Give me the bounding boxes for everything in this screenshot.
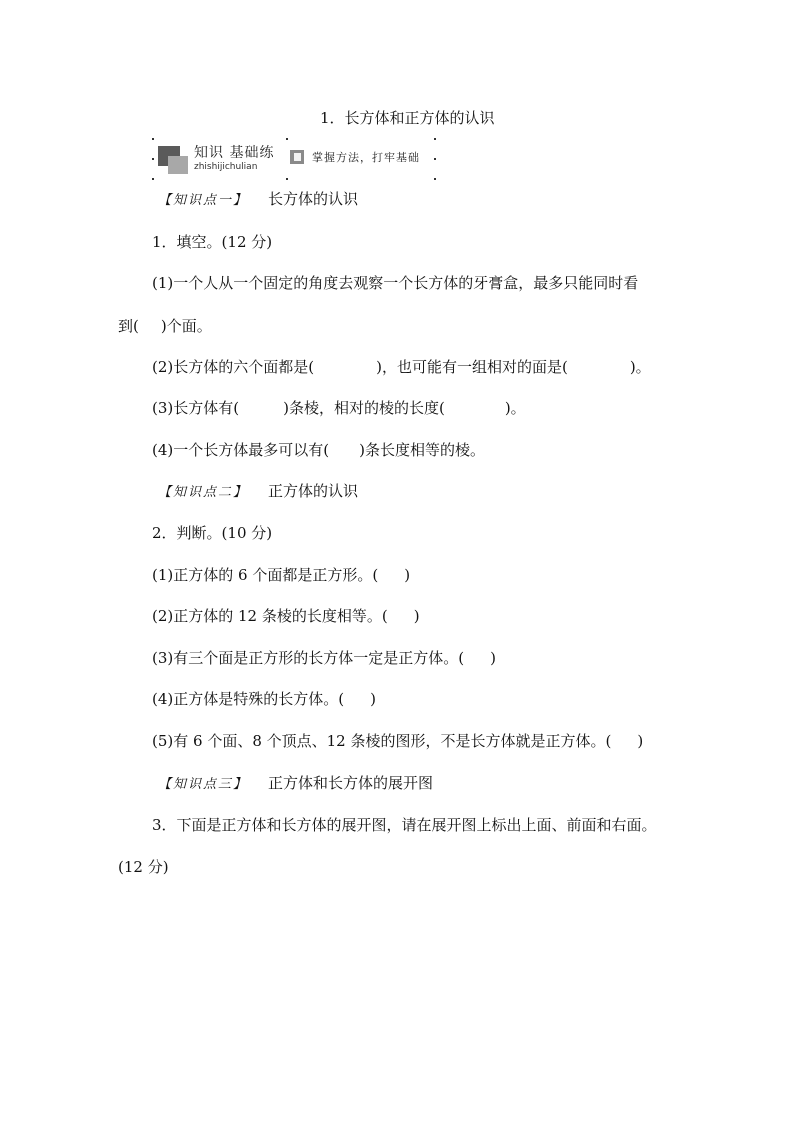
knowledge-point-heading: 正方体和长方体的展开图 (268, 774, 434, 792)
banner-pinyin: zhishijichulian (194, 162, 258, 172)
knowledge-point-heading: 长方体的认识 (268, 190, 359, 208)
banner-subtitle: 掌握方法，打牢基础 (312, 151, 420, 164)
question-1-title: 1．填空。(12 分) (152, 233, 273, 251)
q2-item-3: (3)有三个面是正方形的长方体一定是正方体。( ) (152, 649, 496, 667)
q2-item-1: (1)正方体的 6 个面都是正方形。( ) (152, 566, 411, 584)
knowledge-point-tag: 【知识点三】 (158, 777, 249, 792)
corner-dot (434, 178, 436, 180)
question-2-title: 2．判断。(10 分) (152, 524, 273, 542)
knowledge-point-heading: 正方体的认识 (268, 482, 359, 500)
q2-item-2: (2)正方体的 12 条棱的长度相等。( ) (152, 607, 420, 625)
banner-square-icon (168, 156, 188, 174)
page-title: 1．长方体和正方体的认识 (320, 109, 495, 127)
corner-dot (152, 138, 154, 140)
q2-item-5: (5)有 6 个面、8 个顶点、12 条棱的图形，不是长方体就是正方体。( ) (152, 732, 644, 750)
corner-dot (434, 158, 436, 160)
q1-item-1-line2: 到( )个面。 (118, 317, 212, 335)
knowledge-point-1 (158, 190, 358, 210)
knowledge-point-3 (158, 774, 433, 794)
question-3-line1: 3．下面是正方体和长方体的展开图，请在展开图上标出上面、前面和右面。 (152, 816, 657, 834)
banner-title: 知识 基础练 (194, 145, 275, 161)
q1-item-1-line1: (1)一个人从一个固定的角度去观察一个长方体的牙膏盒，最多只能同时看 (152, 274, 639, 292)
corner-dot (286, 138, 288, 140)
corner-dot (434, 138, 436, 140)
q1-item-4: (4)一个长方体最多可以有( )条长度相等的棱。 (152, 441, 485, 459)
corner-dot (286, 178, 288, 180)
knowledge-point-2 (158, 482, 358, 502)
corner-dot (152, 158, 154, 160)
knowledge-point-tag: 【知识点二】 (158, 485, 249, 500)
knowledge-point-tag: 【知识点一】 (158, 193, 249, 208)
corner-dot (152, 178, 154, 180)
question-3-line2: (12 分) (118, 858, 169, 876)
q2-item-4: (4)正方体是特殊的长方体。( ) (152, 690, 376, 708)
banner-box-icon (290, 150, 304, 164)
section-banner (152, 138, 437, 180)
q1-item-3: (3)长方体有( )条棱，相对的棱的长度( )。 (152, 399, 526, 417)
q1-item-2: (2)长方体的六个面都是( )，也可能有一组相对的面是( )。 (152, 358, 651, 376)
